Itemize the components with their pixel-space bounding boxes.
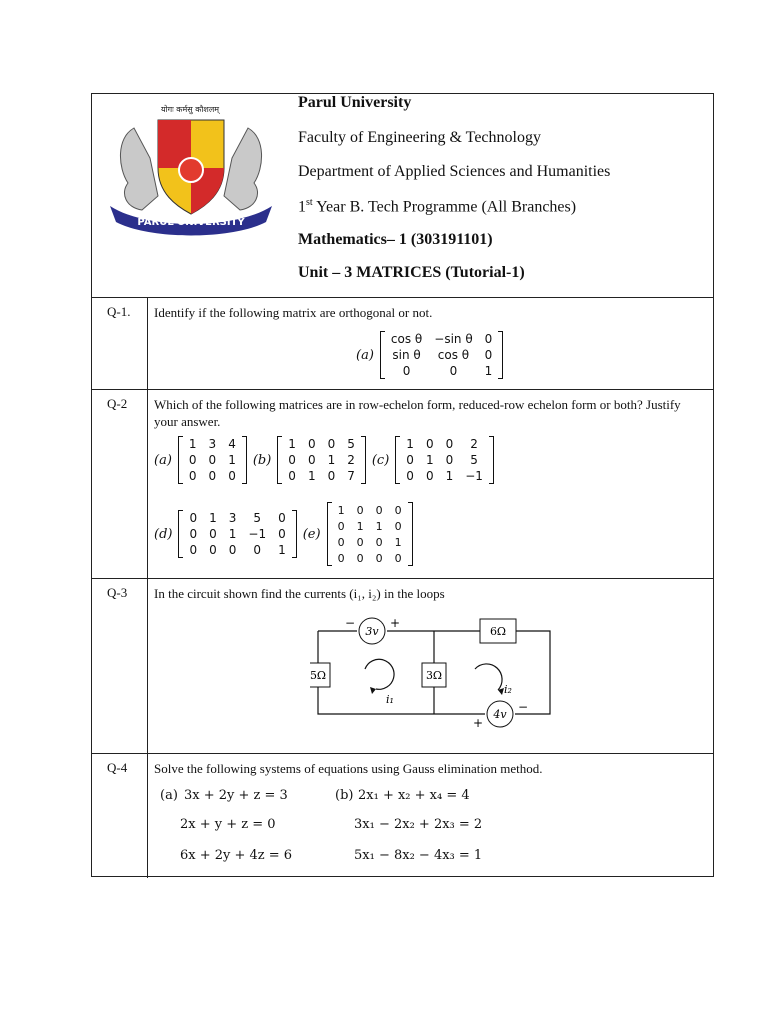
matrix-cell: 0: [484, 332, 493, 346]
matrix-e: [327, 502, 413, 566]
matrix-cell: 1: [394, 535, 402, 549]
right-lion-icon: [224, 128, 262, 210]
matrix-row: [183, 526, 291, 542]
q2-matrices-row2: (d) 0 1 3 5 0 0 0 1 −1 0 0 0 0 0 1 (e) 1 0 0 0 0 1 1 0 0 0 0 1 0 0 0 0: [152, 502, 413, 566]
matrix-cell: 1: [445, 469, 454, 483]
matrix-cell: 5: [347, 437, 355, 451]
q2-matrices-row1: (a) 1 3 4 0 0 1 0 0 0 (b) 1 0 0 5 0 0 1 2 0 1 0 7 (c) 1 0 0 2 0 1 0 5 0 0 1 −1: [152, 436, 494, 484]
question-text: Identify if the following matrix are orthogonal or not.: [154, 305, 433, 320]
matrix-cell: 0: [189, 543, 198, 557]
matrix-cell: 0: [188, 469, 197, 483]
matrix-cell: 1: [307, 469, 316, 483]
matrix-cell: 1: [209, 511, 217, 525]
matrix-cell: 5: [253, 511, 262, 525]
question-row-q4: [92, 753, 713, 878]
matrix-cell: 3: [208, 437, 217, 451]
matrix-row: [282, 468, 361, 484]
matrix-cell: 1: [337, 503, 345, 517]
matrix-cell: 0: [445, 453, 454, 467]
q1-matrix-group: [354, 331, 503, 379]
matrix-cell: 1: [484, 364, 493, 378]
loop-current-arrow-icon: [365, 659, 394, 689]
matrix-cell: 0: [253, 543, 262, 557]
matrix-cell: 0: [208, 453, 217, 467]
matrix-cell: 0: [406, 453, 414, 467]
matrix-cell: 0: [288, 469, 296, 483]
matrix-cell: 0: [327, 437, 336, 451]
matrix-cell: 1: [228, 527, 237, 541]
svg-text:+: +: [389, 616, 401, 630]
matrix-cell: 0: [307, 437, 316, 451]
question-row-q1: [92, 297, 713, 389]
svg-text:3v: 3v: [365, 625, 379, 638]
matrix-cell: 7: [347, 469, 355, 483]
matrix-cell: 1: [356, 519, 364, 533]
matrix-a: [178, 436, 247, 484]
tutorial-sheet: [91, 93, 714, 877]
equation: 3x₁ − 2x₂ + 2x₃ = 2: [354, 817, 483, 832]
matrix-cell: cos θ: [437, 348, 470, 362]
svg-text:5Ω: 5Ω: [310, 669, 327, 682]
matrix-d: [178, 510, 296, 558]
matrix-label: (a): [356, 347, 374, 363]
faculty-name: Faculty of Engineering & Technology: [298, 129, 541, 146]
svg-text:3Ω: 3Ω: [425, 669, 443, 682]
matrix-row: [400, 468, 489, 484]
matrix-cell: 0: [449, 364, 458, 378]
matrix-cell: 0: [394, 503, 402, 517]
university-name: Parul University: [298, 94, 412, 111]
equation: 2x + y + z = 0: [180, 817, 276, 832]
matrix-cell: 0: [406, 469, 414, 483]
matrix-cell: 0: [209, 543, 217, 557]
matrix-cell: 1: [188, 437, 197, 451]
matrix-cell: 0: [356, 535, 364, 549]
matrix-cell: 0: [189, 527, 198, 541]
matrix-cell: sin θ: [392, 348, 421, 362]
logo-motto: योगः कर्मसु कौशलम्: [160, 105, 220, 114]
programme-name: 1st Year B. Tech Programme (All Branches): [298, 197, 577, 216]
department-name: Department of Applied Sciences and Humanities: [298, 163, 611, 180]
matrix-row: [183, 510, 291, 526]
question-number: Q-1.: [92, 298, 148, 389]
matrix-cell: 0: [375, 551, 383, 565]
matrix-cell: cos θ: [390, 332, 423, 346]
matrix-cell: 0: [425, 469, 434, 483]
matrix-row: [183, 436, 242, 452]
matrix-row: [183, 468, 242, 484]
matrix-cell: 1: [288, 437, 296, 451]
matrix-cell: 4: [228, 437, 236, 451]
question-number: Q-2: [92, 390, 148, 578]
matrix-cell: 1: [425, 453, 434, 467]
header-block: [92, 94, 713, 297]
matrix-cell: 0: [402, 364, 411, 378]
matrix-cell: 3: [228, 511, 237, 525]
matrix-cell: 0: [278, 511, 286, 525]
matrix-row: [385, 347, 498, 363]
matrix-cell: 0: [394, 551, 402, 565]
matrix-row: [385, 363, 498, 379]
question-number: Q-4: [92, 754, 148, 878]
matrix-cell: 0: [337, 535, 345, 549]
svg-text:4v: 4v: [493, 708, 507, 721]
circuit-diagram: [310, 613, 560, 733]
question-text: Which of the following matrices are in row-echelon form, reduced-row echelon form or both? Justify your answer.: [154, 397, 681, 429]
matrix-cell: 0: [288, 453, 296, 467]
left-lion-icon: [120, 128, 158, 210]
matrix-cell: 1: [327, 453, 336, 467]
equation: 3x + 2y + z = 3: [184, 788, 288, 803]
unit-title: Unit – 3 MATRICES (Tutorial-1): [298, 264, 525, 281]
loop-current-arrow-icon: [475, 664, 502, 690]
university-logo: [106, 98, 276, 238]
svg-text:i₁: i₁: [386, 693, 394, 706]
matrix-cell: 0: [337, 519, 345, 533]
matrix-cell: −1: [465, 469, 483, 483]
matrix-row: [183, 452, 242, 468]
matrix-cell: −1: [248, 527, 267, 541]
svg-text:−: −: [517, 700, 529, 714]
matrix-cell: 1: [375, 519, 383, 533]
svg-text:6Ω: 6Ω: [489, 625, 507, 638]
matrix-cell: 2: [470, 437, 478, 451]
system-a-label: (a): [160, 788, 178, 803]
matrix-cell: 5: [470, 453, 478, 467]
matrix-cell: −sin θ: [434, 332, 473, 346]
matrix-row: [332, 502, 408, 518]
matrix-cell: 0: [228, 469, 236, 483]
matrix-cell: 2: [347, 453, 355, 467]
logo-banner-text: PARUL UNIVERSITY: [137, 217, 245, 228]
matrix-c: [395, 436, 494, 484]
equation: 6x + 2y + 4z = 6: [180, 848, 293, 863]
matrix-b: [277, 436, 366, 484]
matrix-row: [400, 436, 489, 452]
matrix-cell: 1: [228, 453, 236, 467]
question-row-q2: [92, 389, 713, 578]
equation: 2x₁ + x₂ + x₄ = 4: [358, 788, 470, 803]
matrix-cell: 0: [278, 527, 286, 541]
course-title: Mathematics– 1 (303191101): [298, 231, 493, 248]
question-text: In the circuit shown find the currents (i₁, i₂) in the loops: [154, 586, 445, 601]
matrix-row: [332, 518, 408, 534]
matrix-cell: 0: [188, 453, 197, 467]
equation: 5x₁ − 8x₂ − 4x₃ = 1: [354, 848, 483, 863]
matrix-cell: 0: [327, 469, 336, 483]
svg-text:+: +: [472, 716, 484, 730]
matrix-cell: 0: [484, 348, 493, 362]
matrix-cell: 0: [356, 551, 364, 565]
matrix-cell: 0: [445, 437, 454, 451]
matrix-cell: 0: [307, 453, 316, 467]
system-b-label: (b): [335, 788, 354, 803]
matrix-cell: 0: [189, 511, 198, 525]
matrix-a: [380, 331, 503, 379]
matrix-cell: 1: [278, 543, 286, 557]
matrix-cell: 0: [356, 503, 364, 517]
matrix-cell: 1: [406, 437, 414, 451]
question-row-q3: [92, 578, 713, 753]
matrix-cell: 0: [208, 469, 217, 483]
matrix-cell: 0: [337, 551, 345, 565]
matrix-cell: 0: [228, 543, 237, 557]
matrix-cell: 0: [394, 519, 402, 533]
matrix-row: [183, 542, 291, 558]
svg-text:−: −: [344, 616, 356, 630]
matrix-row: [400, 452, 489, 468]
matrix-row: [385, 331, 498, 347]
matrix-row: [282, 436, 361, 452]
question-text: Solve the following systems of equations using Gauss elimination method.: [154, 761, 543, 776]
matrix-row: [332, 534, 408, 550]
question-number: Q-3: [92, 579, 148, 753]
matrix-row: [282, 452, 361, 468]
matrix-cell: 0: [375, 503, 383, 517]
svg-text:i₂: i₂: [504, 683, 512, 696]
matrix-cell: 0: [375, 535, 383, 549]
matrix-cell: 0: [209, 527, 217, 541]
matrix-row: [332, 550, 408, 566]
matrix-cell: 0: [425, 437, 434, 451]
